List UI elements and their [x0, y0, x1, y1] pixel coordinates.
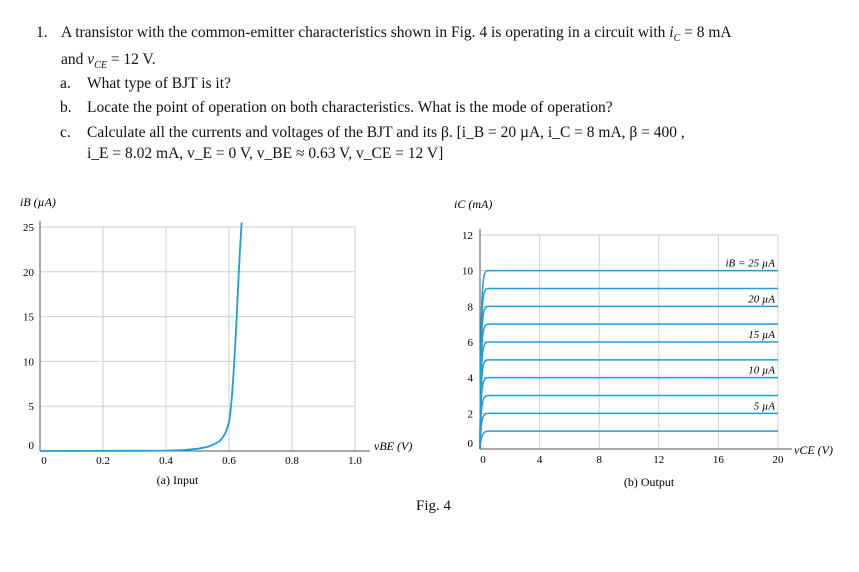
- curve-label: 20 µA: [748, 293, 775, 306]
- x-tick-label: 8: [596, 454, 602, 466]
- y-tick-label: 20: [23, 266, 34, 279]
- output-curve: [480, 324, 778, 449]
- output-curve: [480, 360, 778, 449]
- y-tick-label: 5: [28, 401, 34, 414]
- y-tick-label: 8: [467, 301, 473, 314]
- y-tick-label: 6: [467, 337, 473, 349]
- x-tick-label: 20: [772, 454, 784, 466]
- curve-label: 5 µA: [753, 400, 775, 413]
- y-tick-label: 10: [462, 265, 473, 278]
- y-tick-label: 10: [23, 356, 34, 369]
- x-axis-label: vCE (V): [794, 443, 833, 457]
- y-axis-label: iB (µA): [20, 195, 56, 209]
- output-curve: [480, 289, 778, 450]
- x-tick-label: 0.2: [96, 455, 110, 467]
- x-axis-label: vBE (V): [374, 439, 413, 453]
- chart-title: (b) Output: [623, 475, 675, 489]
- x-tick-label: 0: [41, 455, 47, 467]
- x-tick-label: 0.4: [159, 455, 173, 467]
- chart-title: (a) Input: [156, 473, 199, 487]
- x-tick-label: 1.0: [348, 455, 362, 467]
- x-tick-label: 16: [712, 454, 724, 466]
- x-tick-label: 0.6: [222, 455, 236, 467]
- y-tick-label: 12: [462, 230, 473, 242]
- x-tick-label: 12: [653, 454, 665, 466]
- curve-label: iB = 25 µA: [725, 257, 775, 270]
- part-c-continued: i_E = 8.02 mA, v_E = 0 V, v_BE ≈ 0.63 V, v_CE = 12 V]: [87, 145, 444, 162]
- curve-label: 15 µA: [748, 329, 775, 341]
- question-number: 1.: [36, 24, 48, 41]
- y-tick-label: 0: [467, 438, 473, 450]
- output-curve: [480, 431, 778, 449]
- input-characteristic-chart: [0, 188, 430, 498]
- curve-label: 10 µA: [748, 364, 775, 377]
- question-stem: A transistor with the common-emitter characteristics shown in Fig. 4 is operating in a circuit with $i_C = 8$ mA and $v_{CE} = 12$ V.: [61, 24, 732, 72]
- y-tick-label: 25: [23, 222, 34, 234]
- x-tick-label: 4: [536, 454, 543, 466]
- y-tick-label: 2: [467, 408, 473, 421]
- y-axis-label: iC (mA): [454, 197, 493, 211]
- x-tick-label: 0.8: [285, 455, 299, 467]
- figure-caption: Fig. 4: [416, 498, 452, 514]
- output-curve: [480, 396, 778, 450]
- y-tick-label: 15: [23, 311, 34, 324]
- y-tick-label: 0: [28, 440, 34, 452]
- input-curve: [40, 223, 242, 452]
- x-tick-label: 0: [480, 454, 486, 466]
- output-characteristic-chart: [430, 188, 859, 498]
- y-tick-label: 4: [467, 372, 473, 385]
